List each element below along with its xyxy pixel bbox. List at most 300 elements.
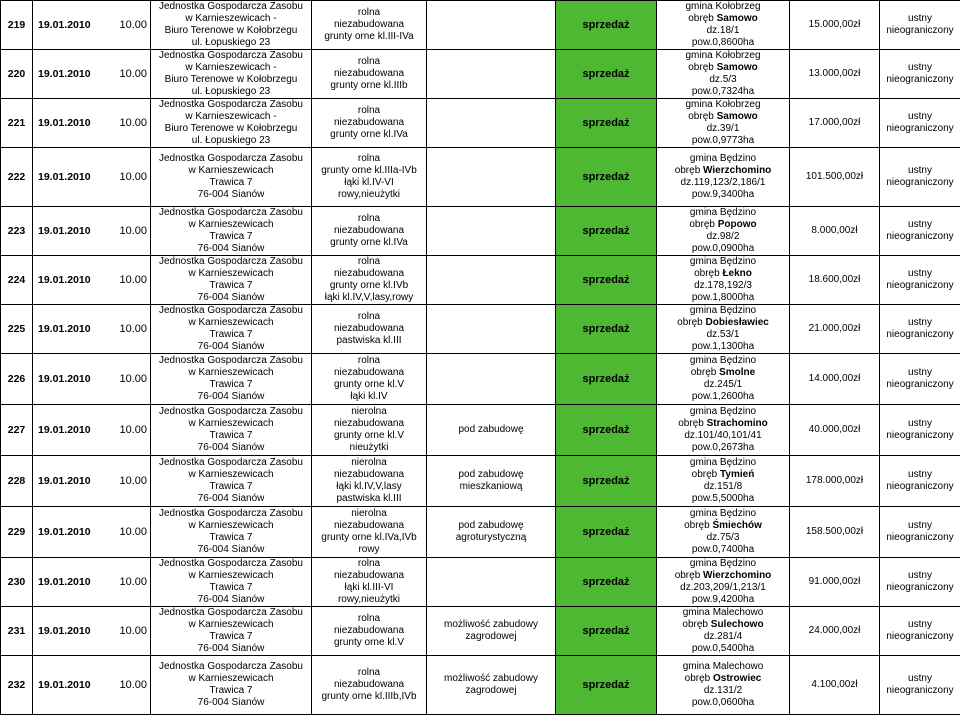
organizer-address <box>151 305 312 354</box>
cell-line: 76-004 Sianów <box>151 544 311 556</box>
cell-line: ustny <box>880 111 960 123</box>
auction-date: 19.01.2010 <box>33 305 103 354</box>
auction-date: 19.01.2010 <box>33 50 103 99</box>
table-row <box>1 456 960 507</box>
auction-time: 10.00 <box>103 305 151 354</box>
land-description <box>312 405 427 456</box>
table-row <box>1 558 960 607</box>
cell-line: dz.18/1 <box>657 25 789 37</box>
cell-line: niezabudowana <box>312 225 426 237</box>
precinct-name: Ostrowiec <box>713 673 761 684</box>
cell-line: w Karnieszewicach <box>151 219 311 231</box>
cell-line: nieograniczony <box>880 631 960 643</box>
table-body <box>1 1 960 715</box>
land-purpose <box>427 1 556 50</box>
cell-line: ustny <box>880 13 960 25</box>
cell-line: pow.9,4200ha <box>657 594 789 606</box>
cell-line: gmina Będzino <box>657 153 789 165</box>
auction-date: 19.01.2010 <box>33 148 103 207</box>
table-row <box>1 256 960 305</box>
cell-line: łąki kl.IV <box>312 391 426 403</box>
cell-line: gmina Będzino <box>657 305 789 317</box>
cell-line: ustny <box>880 520 960 532</box>
cell-line: ustny <box>880 367 960 379</box>
cell-line: niezabudowana <box>312 117 426 129</box>
auction-time: 10.00 <box>103 558 151 607</box>
auction-date: 19.01.2010 <box>33 607 103 656</box>
cell-line: rowy,nieużytki <box>312 189 426 201</box>
cell-line: w Karnieszewicach <box>151 469 311 481</box>
land-description <box>312 456 427 507</box>
land-description <box>312 1 427 50</box>
cell-line: ustny <box>880 619 960 631</box>
land-purpose <box>427 456 556 507</box>
auction-time: 10.00 <box>103 50 151 99</box>
cell-line: nieograniczony <box>880 177 960 189</box>
cell-line: rowy,nieużytki <box>312 594 426 606</box>
auction-time: 10.00 <box>103 607 151 656</box>
sale-form: sprzedaż <box>556 405 657 456</box>
cell-line: grunty orne kl.IIIb,IVb <box>312 691 426 703</box>
row-number: 231 <box>1 607 33 656</box>
property-location <box>657 50 790 99</box>
land-description <box>312 607 427 656</box>
tender-type <box>880 207 960 256</box>
cell-line: Trawica 7 <box>151 280 311 292</box>
sale-form: sprzedaż <box>556 607 657 656</box>
cell-line: nierolna <box>312 406 426 418</box>
cell-line: Biuro Terenowe w Kołobrzegu <box>151 74 311 86</box>
row-number: 220 <box>1 50 33 99</box>
auction-time: 10.00 <box>103 207 151 256</box>
cell-line: pow.1,2600ha <box>657 391 789 403</box>
cell-line: ustny <box>880 418 960 430</box>
starting-price: 18.600,00zł <box>790 256 880 305</box>
row-number: 221 <box>1 99 33 148</box>
sale-form: sprzedaż <box>556 507 657 558</box>
cell-line: Jednostka Gospodarcza Zasobu <box>151 508 311 520</box>
precinct-label: obręb <box>692 469 718 480</box>
land-description <box>312 148 427 207</box>
cell-line: pow.1,8000ha <box>657 292 789 304</box>
cell-line: gmina Będzino <box>657 406 789 418</box>
sale-form: sprzedaż <box>556 148 657 207</box>
land-description <box>312 256 427 305</box>
precinct-label: obręb <box>688 13 714 24</box>
precinct-label: obręb <box>675 570 701 581</box>
cell-line: w Karnieszewicach <box>151 673 311 685</box>
cell-line: dz.281/4 <box>657 631 789 643</box>
cell-line: nieograniczony <box>880 25 960 37</box>
cell-line: Jednostka Gospodarcza Zasobu <box>151 558 311 570</box>
cell-line: rolna <box>312 256 426 268</box>
cell-line: w Karnieszewicach <box>151 418 311 430</box>
cell-line: grunty orne kl.IVa <box>312 237 426 249</box>
cell-line: Jednostka Gospodarcza Zasobu <box>151 607 311 619</box>
auction-date: 19.01.2010 <box>33 405 103 456</box>
starting-price: 14.000,00zł <box>790 354 880 405</box>
cell-line: nieograniczony <box>880 123 960 135</box>
precinct-line <box>657 570 789 582</box>
cell-line: w Karnieszewicach <box>151 367 311 379</box>
cell-line: dz.203,209/1,213/1 <box>657 582 789 594</box>
cell-line: ustny <box>880 469 960 481</box>
precinct-name: Popowo <box>718 219 757 230</box>
precinct-label: obręb <box>675 165 701 176</box>
cell-line: pow.0,5400ha <box>657 643 789 655</box>
cell-line: rolna <box>312 153 426 165</box>
auction-date: 19.01.2010 <box>33 558 103 607</box>
table-row <box>1 607 960 656</box>
land-purpose <box>427 558 556 607</box>
cell-line: 76-004 Sianów <box>151 391 311 403</box>
cell-line: w Karnieszewicach <box>151 520 311 532</box>
cell-line: nieograniczony <box>880 582 960 594</box>
cell-line: niezabudowana <box>312 367 426 379</box>
cell-line: Trawica 7 <box>151 685 311 697</box>
cell-line: pod zabudowę <box>427 424 555 436</box>
cell-line: łąki kl.III-VI <box>312 582 426 594</box>
tender-type <box>880 507 960 558</box>
tender-type <box>880 405 960 456</box>
cell-line: Jednostka Gospodarcza Zasobu <box>151 256 311 268</box>
cell-line: niezabudowana <box>312 570 426 582</box>
auction-date: 19.01.2010 <box>33 507 103 558</box>
precinct-line <box>657 165 789 177</box>
cell-line: Jednostka Gospodarcza Zasobu <box>151 355 311 367</box>
starting-price: 178.000,00zł <box>790 456 880 507</box>
organizer-address <box>151 207 312 256</box>
cell-line: 76-004 Sianów <box>151 442 311 454</box>
auction-time: 10.00 <box>103 405 151 456</box>
cell-line: ul. Łopuskiego 23 <box>151 86 311 98</box>
cell-line: zagrodowej <box>427 685 555 697</box>
organizer-address <box>151 99 312 148</box>
cell-line: Trawica 7 <box>151 481 311 493</box>
cell-line: rolna <box>312 558 426 570</box>
tender-type <box>880 148 960 207</box>
cell-line: agroturystyczną <box>427 532 555 544</box>
land-description <box>312 50 427 99</box>
cell-line: grunty orne kl.IVa <box>312 129 426 141</box>
cell-line: nieograniczony <box>880 532 960 544</box>
organizer-address <box>151 405 312 456</box>
precinct-label: obręb <box>694 268 720 279</box>
precinct-name: Łekno <box>722 268 751 279</box>
row-number: 224 <box>1 256 33 305</box>
precinct-label: obręb <box>678 418 704 429</box>
starting-price: 15.000,00zł <box>790 1 880 50</box>
table-row <box>1 305 960 354</box>
row-number: 229 <box>1 507 33 558</box>
cell-line: pastwiska kl.III <box>312 493 426 505</box>
auction-date: 19.01.2010 <box>33 456 103 507</box>
land-description <box>312 305 427 354</box>
cell-line: dz.131/2 <box>657 685 789 697</box>
precinct-line <box>657 13 789 25</box>
sale-form: sprzedaż <box>556 1 657 50</box>
table-row <box>1 507 960 558</box>
precinct-label: obręb <box>691 367 717 378</box>
cell-line: pastwiska kl.III <box>312 335 426 347</box>
cell-line: pow.0,0600ha <box>657 697 789 709</box>
property-location <box>657 456 790 507</box>
sale-form: sprzedaż <box>556 256 657 305</box>
land-purpose <box>427 256 556 305</box>
auction-time: 10.00 <box>103 456 151 507</box>
cell-line: zagrodowej <box>427 631 555 643</box>
cell-line: grunty orne kl.IVa,IVb <box>312 532 426 544</box>
precinct-label: obręb <box>682 619 708 630</box>
cell-line: ul. Łopuskiego 23 <box>151 37 311 49</box>
organizer-address <box>151 507 312 558</box>
auction-time: 10.00 <box>103 148 151 207</box>
cell-line: gmina Kołobrzeg <box>657 50 789 62</box>
cell-line: niezabudowana <box>312 19 426 31</box>
cell-line: 76-004 Sianów <box>151 341 311 353</box>
cell-line: dz.178,192/3 <box>657 280 789 292</box>
organizer-address <box>151 456 312 507</box>
cell-line: niezabudowana <box>312 418 426 430</box>
cell-line: gmina Malechowo <box>657 607 789 619</box>
cell-line: Jednostka Gospodarcza Zasobu <box>151 207 311 219</box>
land-purpose <box>427 50 556 99</box>
cell-line: Biuro Terenowe w Kołobrzegu <box>151 25 311 37</box>
cell-line: rowy <box>312 544 426 556</box>
precinct-name: Samowo <box>717 13 758 24</box>
row-number: 225 <box>1 305 33 354</box>
cell-line: nieużytki <box>312 442 426 454</box>
land-description <box>312 354 427 405</box>
property-location <box>657 148 790 207</box>
property-location <box>657 507 790 558</box>
cell-line: pow.0,8600ha <box>657 37 789 49</box>
precinct-name: Samowo <box>717 111 758 122</box>
precinct-name: Dobiesławiec <box>706 317 769 328</box>
auction-date: 19.01.2010 <box>33 1 103 50</box>
cell-line: gmina Będzino <box>657 355 789 367</box>
cell-line: w Karnieszewicach <box>151 268 311 280</box>
cell-line: rolna <box>312 105 426 117</box>
starting-price: 4.100,00zł <box>790 656 880 715</box>
cell-line: Jednostka Gospodarcza Zasobu <box>151 153 311 165</box>
cell-line: ustny <box>880 62 960 74</box>
tender-type <box>880 50 960 99</box>
cell-line: dz.53/1 <box>657 329 789 341</box>
precinct-line <box>657 673 789 685</box>
cell-line: niezabudowana <box>312 469 426 481</box>
cell-line: ustny <box>880 268 960 280</box>
land-description <box>312 558 427 607</box>
starting-price: 13.000,00zł <box>790 50 880 99</box>
table-row <box>1 207 960 256</box>
starting-price: 91.000,00zł <box>790 558 880 607</box>
precinct-name: Śmiechów <box>712 520 761 531</box>
cell-line: w Karnieszewicach <box>151 165 311 177</box>
cell-line: możliwość zabudowy <box>427 619 555 631</box>
cell-line: ustny <box>880 317 960 329</box>
sale-form: sprzedaż <box>556 305 657 354</box>
table-row <box>1 354 960 405</box>
tender-type <box>880 456 960 507</box>
precinct-label: obręb <box>677 317 703 328</box>
cell-line: grunty orne kl.V <box>312 430 426 442</box>
sale-form: sprzedaż <box>556 99 657 148</box>
precinct-name: Wierzchomino <box>703 570 771 581</box>
cell-line: rolna <box>312 667 426 679</box>
starting-price: 101.500,00zł <box>790 148 880 207</box>
cell-line: rolna <box>312 355 426 367</box>
precinct-line <box>657 418 789 430</box>
cell-line: gmina Będzino <box>657 256 789 268</box>
cell-line: Jednostka Gospodarcza Zasobu <box>151 1 311 13</box>
cell-line: niezabudowana <box>312 520 426 532</box>
auction-time: 10.00 <box>103 656 151 715</box>
cell-line: 76-004 Sianów <box>151 697 311 709</box>
cell-line: grunty orne kl.III-IVa <box>312 31 426 43</box>
cell-line: gmina Będzino <box>657 508 789 520</box>
cell-line: w Karnieszewicach <box>151 317 311 329</box>
cell-line: łąki kl.IV-VI <box>312 177 426 189</box>
land-description <box>312 207 427 256</box>
cell-line: dz.245/1 <box>657 379 789 391</box>
cell-line: Jednostka Gospodarcza Zasobu <box>151 305 311 317</box>
cell-line: grunty orne kl.V <box>312 637 426 649</box>
tender-type <box>880 354 960 405</box>
auction-time: 10.00 <box>103 354 151 405</box>
cell-line: pow.9,3400ha <box>657 189 789 201</box>
cell-line: grunty orne kl.V <box>312 379 426 391</box>
precinct-line <box>657 62 789 74</box>
cell-line: w Karnieszewicach <box>151 619 311 631</box>
row-number: 230 <box>1 558 33 607</box>
cell-line: nieograniczony <box>880 280 960 292</box>
cell-line: Trawica 7 <box>151 379 311 391</box>
precinct-line <box>657 469 789 481</box>
cell-line: dz.151/8 <box>657 481 789 493</box>
starting-price: 24.000,00zł <box>790 607 880 656</box>
cell-line: 76-004 Sianów <box>151 493 311 505</box>
auction-date: 19.01.2010 <box>33 256 103 305</box>
cell-line: nierolna <box>312 508 426 520</box>
precinct-name: Sulechowo <box>711 619 764 630</box>
tender-type <box>880 99 960 148</box>
cell-line: pow.0,9773ha <box>657 135 789 147</box>
cell-line: rolna <box>312 213 426 225</box>
cell-line: dz.98/2 <box>657 231 789 243</box>
auction-time: 10.00 <box>103 1 151 50</box>
cell-line: Trawica 7 <box>151 231 311 243</box>
precinct-name: Smolne <box>719 367 755 378</box>
precinct-label: obręb <box>684 520 710 531</box>
precinct-label: obręb <box>688 62 714 73</box>
tender-type <box>880 558 960 607</box>
cell-line: ustny <box>880 673 960 685</box>
cell-line: dz.5/3 <box>657 74 789 86</box>
cell-line: pod zabudowę <box>427 520 555 532</box>
property-location <box>657 305 790 354</box>
cell-line: rolna <box>312 613 426 625</box>
starting-price: 21.000,00zł <box>790 305 880 354</box>
cell-line: ul. Łopuskiego 23 <box>151 135 311 147</box>
cell-line: nieograniczony <box>880 329 960 341</box>
organizer-address <box>151 607 312 656</box>
precinct-line <box>657 317 789 329</box>
cell-line: pow.0,2673ha <box>657 442 789 454</box>
auction-time: 10.00 <box>103 256 151 305</box>
cell-line: Jednostka Gospodarcza Zasobu <box>151 457 311 469</box>
cell-line: dz.119,123/2,186/1 <box>657 177 789 189</box>
cell-line: gmina Malechowo <box>657 661 789 673</box>
cell-line: 76-004 Sianów <box>151 292 311 304</box>
precinct-name: Strachomino <box>707 418 768 429</box>
sale-form: sprzedaż <box>556 558 657 607</box>
property-location <box>657 99 790 148</box>
cell-line: nieograniczony <box>880 231 960 243</box>
cell-line: mieszkaniową <box>427 481 555 493</box>
starting-price: 40.000,00zł <box>790 405 880 456</box>
land-purpose <box>427 207 556 256</box>
table-row <box>1 50 960 99</box>
land-purpose <box>427 99 556 148</box>
property-location <box>657 207 790 256</box>
cell-line: niezabudowana <box>312 679 426 691</box>
precinct-line <box>657 268 789 280</box>
precinct-name: Tymień <box>720 469 754 480</box>
cell-line: nierolna <box>312 457 426 469</box>
row-number: 222 <box>1 148 33 207</box>
tender-type <box>880 305 960 354</box>
cell-line: Jednostka Gospodarcza Zasobu <box>151 99 311 111</box>
row-number: 227 <box>1 405 33 456</box>
cell-line: Trawica 7 <box>151 177 311 189</box>
organizer-address <box>151 558 312 607</box>
auction-date: 19.01.2010 <box>33 354 103 405</box>
cell-line: nieograniczony <box>880 685 960 697</box>
cell-line: w Karnieszewicach - <box>151 62 311 74</box>
cell-line: rolna <box>312 311 426 323</box>
property-location <box>657 558 790 607</box>
cell-line: niezabudowana <box>312 625 426 637</box>
precinct-line <box>657 619 789 631</box>
precinct-name: Wierzchomino <box>703 165 771 176</box>
cell-line: grunty orne kl.IIIb <box>312 80 426 92</box>
cell-line: Trawica 7 <box>151 430 311 442</box>
tender-type <box>880 1 960 50</box>
cell-line: dz.101/40,101/41 <box>657 430 789 442</box>
cell-line: 76-004 Sianów <box>151 189 311 201</box>
sale-form: sprzedaż <box>556 50 657 99</box>
cell-line: Biuro Terenowe w Kołobrzegu <box>151 123 311 135</box>
property-location <box>657 354 790 405</box>
table-row <box>1 148 960 207</box>
row-number: 226 <box>1 354 33 405</box>
cell-line: rolna <box>312 7 426 19</box>
table-row <box>1 405 960 456</box>
land-purpose <box>427 305 556 354</box>
cell-line: ustny <box>880 219 960 231</box>
cell-line: 76-004 Sianów <box>151 243 311 255</box>
starting-price: 158.500,00zł <box>790 507 880 558</box>
cell-line: w Karnieszewicach <box>151 570 311 582</box>
land-purpose <box>427 354 556 405</box>
tender-type <box>880 607 960 656</box>
cell-line: nieograniczony <box>880 430 960 442</box>
cell-line: pow.0,7324ha <box>657 86 789 98</box>
cell-line: Trawica 7 <box>151 631 311 643</box>
starting-price: 8.000,00zł <box>790 207 880 256</box>
land-description <box>312 99 427 148</box>
